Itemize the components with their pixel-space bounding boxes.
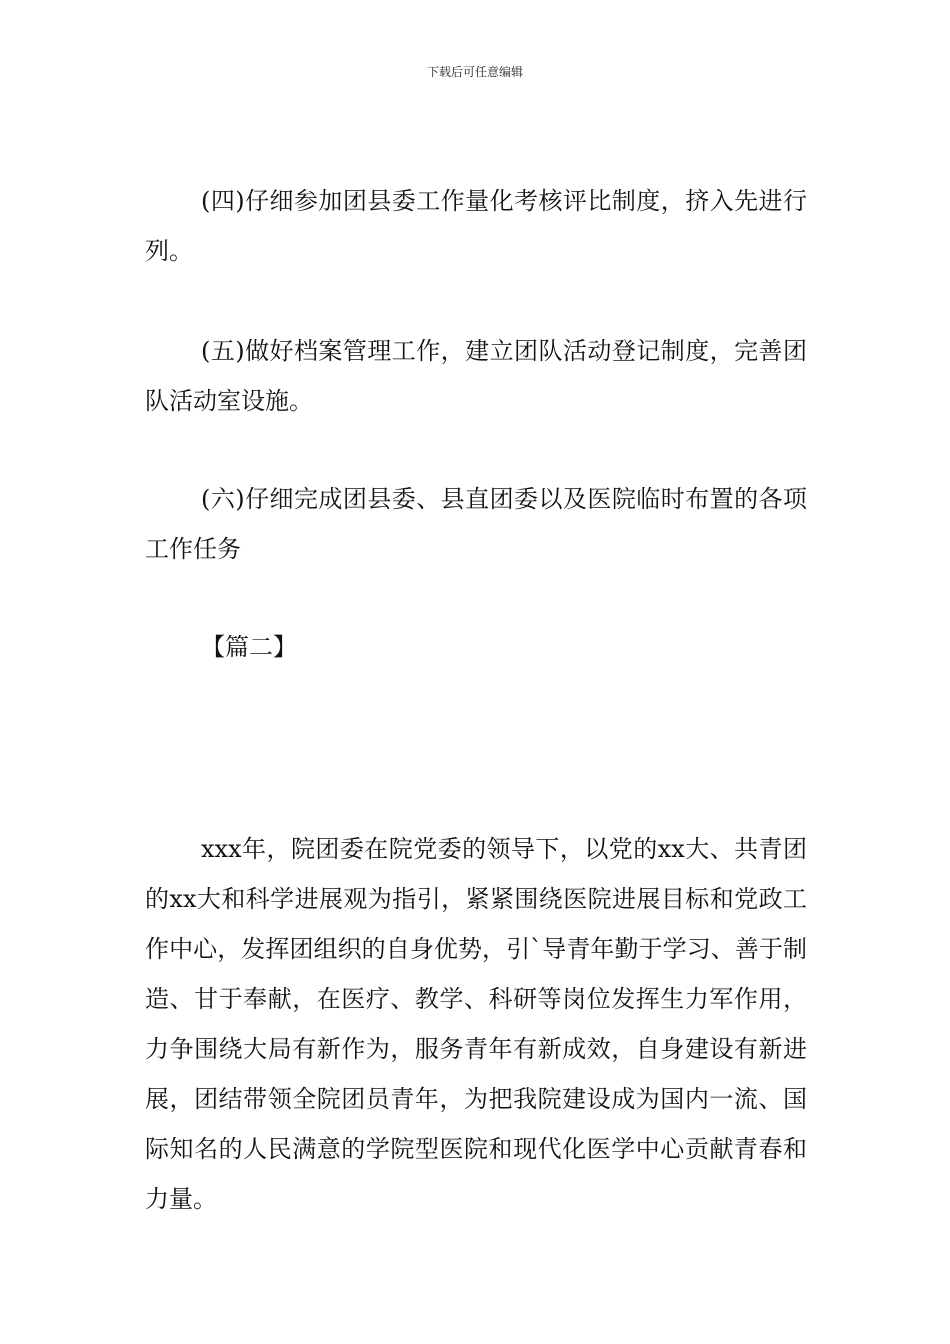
page-header-note: 下载后可任意编辑 (426, 65, 523, 79)
section-heading: 【篇二】 (201, 633, 297, 661)
paragraph-item-4: (四)仔细参加团县委工作量化考核评比制度，挤入先进行列。 (145, 187, 807, 265)
paragraph-item-5: (五)做好档案管理工作，建立团队活动登记制度，完善团队活动室设施。 (145, 337, 807, 415)
paragraph-item-6: (六)仔细完成团县委、县直团委以及医院临时布置的各项工作任务 (145, 485, 807, 563)
body-paragraph: xxx年，院团委在院党委的领导下，以党的xx大、共青团的xx大和科学进展观为指引，紧紧围绕医院进展目标和党政工作中心，发挥团组织的自身优势，引`导青年勤于学习、善于制造、甘于奉献，在医疗、教学、科研等岗位发挥生力军作用，力争围绕大局有新作为，服务青年有新成效，自身建设有新进展，团结带领全院团员青年，为把我院建设成为国内一流、国际知名的人民满意的学院型医院和现代化医学中心贡献青春和力量。 (145, 835, 807, 1213)
